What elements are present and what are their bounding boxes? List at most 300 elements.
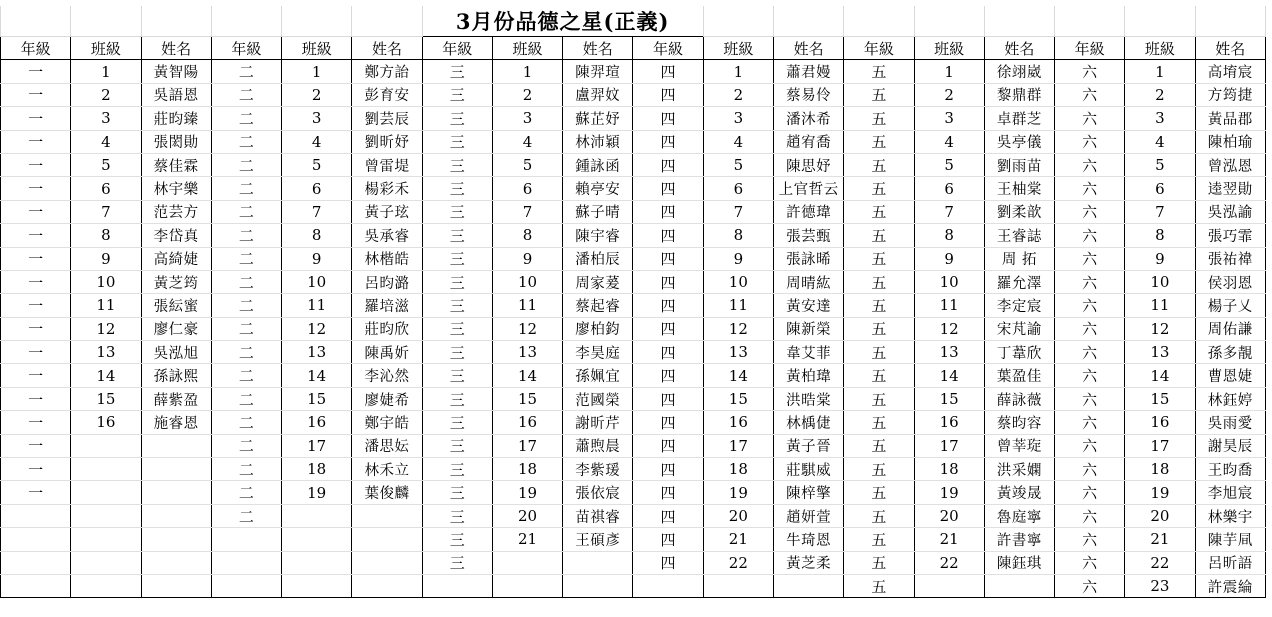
class-cell[interactable]: 9 bbox=[492, 247, 562, 270]
grade-cell[interactable]: 四 bbox=[633, 528, 703, 551]
name-cell[interactable]: 王柚棠 bbox=[984, 177, 1054, 200]
class-cell[interactable]: 12 bbox=[71, 317, 141, 340]
name-cell[interactable]: 薛詠薇 bbox=[984, 387, 1054, 410]
grade-cell[interactable]: 四 bbox=[633, 247, 703, 270]
grade-cell[interactable] bbox=[211, 574, 281, 597]
name-cell[interactable]: 張依宸 bbox=[563, 481, 633, 504]
grade-cell[interactable]: 一 bbox=[1, 458, 71, 481]
grade-cell[interactable]: 六 bbox=[1055, 294, 1125, 317]
name-cell[interactable]: 黃柏瑋 bbox=[773, 364, 843, 387]
name-cell[interactable]: 陳禹妡 bbox=[352, 341, 422, 364]
class-cell[interactable]: 12 bbox=[914, 317, 984, 340]
grade-cell[interactable]: 四 bbox=[633, 83, 703, 106]
empty-cell[interactable] bbox=[844, 6, 914, 37]
grade-cell[interactable] bbox=[422, 574, 492, 597]
name-cell[interactable]: 李昊庭 bbox=[563, 341, 633, 364]
class-cell[interactable]: 6 bbox=[282, 177, 352, 200]
name-cell[interactable]: 孫姵宜 bbox=[563, 364, 633, 387]
name-cell[interactable] bbox=[141, 504, 211, 527]
empty-cell[interactable] bbox=[211, 6, 281, 37]
grade-cell[interactable]: 五 bbox=[844, 574, 914, 597]
class-cell[interactable]: 7 bbox=[492, 200, 562, 223]
grade-cell[interactable]: 一 bbox=[1, 107, 71, 130]
class-cell[interactable] bbox=[492, 574, 562, 597]
class-cell[interactable]: 22 bbox=[914, 551, 984, 574]
class-cell[interactable] bbox=[282, 528, 352, 551]
name-cell[interactable]: 劉昕妤 bbox=[352, 130, 422, 153]
name-cell[interactable]: 黃竣晟 bbox=[984, 481, 1054, 504]
name-cell[interactable]: 卓群芝 bbox=[984, 107, 1054, 130]
name-cell[interactable]: 苗祺睿 bbox=[563, 504, 633, 527]
class-cell[interactable]: 3 bbox=[282, 107, 352, 130]
class-cell[interactable]: 10 bbox=[703, 270, 773, 293]
class-cell[interactable]: 5 bbox=[71, 153, 141, 176]
class-cell[interactable]: 7 bbox=[703, 200, 773, 223]
empty-cell[interactable] bbox=[71, 6, 141, 37]
grade-cell[interactable]: 六 bbox=[1055, 504, 1125, 527]
grade-cell[interactable]: 五 bbox=[844, 200, 914, 223]
empty-cell[interactable] bbox=[1, 6, 71, 37]
name-cell[interactable]: 蕭君嫚 bbox=[773, 60, 843, 83]
name-cell[interactable] bbox=[984, 574, 1054, 597]
grade-cell[interactable]: 五 bbox=[844, 60, 914, 83]
name-cell[interactable]: 黃智陽 bbox=[141, 60, 211, 83]
class-cell[interactable] bbox=[71, 481, 141, 504]
class-cell[interactable]: 17 bbox=[914, 434, 984, 457]
name-cell[interactable]: 蔡起睿 bbox=[563, 294, 633, 317]
class-cell[interactable]: 7 bbox=[1125, 200, 1195, 223]
grade-cell[interactable]: 六 bbox=[1055, 60, 1125, 83]
name-cell[interactable]: 葉盈佳 bbox=[984, 364, 1054, 387]
grade-cell[interactable]: 五 bbox=[844, 434, 914, 457]
grade-cell[interactable]: 三 bbox=[422, 224, 492, 247]
grade-cell[interactable]: 二 bbox=[211, 504, 281, 527]
empty-cell[interactable] bbox=[1125, 6, 1195, 37]
grade-cell[interactable]: 一 bbox=[1, 341, 71, 364]
name-cell[interactable]: 吳承睿 bbox=[352, 224, 422, 247]
grade-cell[interactable]: 五 bbox=[844, 107, 914, 130]
name-cell[interactable] bbox=[352, 528, 422, 551]
class-cell[interactable]: 14 bbox=[914, 364, 984, 387]
name-cell[interactable]: 吳雨愛 bbox=[1195, 411, 1265, 434]
grade-cell[interactable]: 五 bbox=[844, 130, 914, 153]
name-cell[interactable]: 周佑謙 bbox=[1195, 317, 1265, 340]
class-cell[interactable]: 19 bbox=[282, 481, 352, 504]
class-cell[interactable]: 11 bbox=[71, 294, 141, 317]
grade-cell[interactable]: 一 bbox=[1, 130, 71, 153]
name-cell[interactable]: 曹恩婕 bbox=[1195, 364, 1265, 387]
grade-cell[interactable]: 二 bbox=[211, 317, 281, 340]
class-cell[interactable]: 2 bbox=[282, 83, 352, 106]
grade-cell[interactable] bbox=[1, 551, 71, 574]
grade-cell[interactable]: 四 bbox=[633, 130, 703, 153]
class-cell[interactable]: 1 bbox=[703, 60, 773, 83]
class-cell[interactable] bbox=[71, 574, 141, 597]
grade-cell[interactable]: 五 bbox=[844, 364, 914, 387]
class-cell[interactable]: 15 bbox=[1125, 387, 1195, 410]
class-cell[interactable]: 3 bbox=[1125, 107, 1195, 130]
name-cell[interactable]: 楊彩禾 bbox=[352, 177, 422, 200]
class-cell[interactable]: 20 bbox=[703, 504, 773, 527]
name-cell[interactable]: 周晴紘 bbox=[773, 270, 843, 293]
class-cell[interactable]: 4 bbox=[282, 130, 352, 153]
grade-cell[interactable]: 一 bbox=[1, 60, 71, 83]
grade-cell[interactable]: 六 bbox=[1055, 317, 1125, 340]
grade-cell[interactable]: 二 bbox=[211, 481, 281, 504]
class-cell[interactable]: 12 bbox=[1125, 317, 1195, 340]
grade-cell[interactable]: 六 bbox=[1055, 551, 1125, 574]
name-cell[interactable]: 李沁然 bbox=[352, 364, 422, 387]
empty-cell[interactable] bbox=[352, 6, 422, 37]
grade-cell[interactable]: 四 bbox=[633, 551, 703, 574]
grade-cell[interactable]: 六 bbox=[1055, 247, 1125, 270]
name-cell[interactable]: 侯羽恩 bbox=[1195, 270, 1265, 293]
class-cell[interactable]: 8 bbox=[71, 224, 141, 247]
grade-cell[interactable]: 二 bbox=[211, 107, 281, 130]
grade-cell[interactable]: 三 bbox=[422, 387, 492, 410]
grade-cell[interactable]: 三 bbox=[422, 177, 492, 200]
class-cell[interactable]: 10 bbox=[282, 270, 352, 293]
class-cell[interactable]: 12 bbox=[492, 317, 562, 340]
grade-cell[interactable]: 一 bbox=[1, 364, 71, 387]
class-cell[interactable]: 2 bbox=[914, 83, 984, 106]
class-cell[interactable]: 12 bbox=[703, 317, 773, 340]
class-cell[interactable]: 12 bbox=[282, 317, 352, 340]
name-cell[interactable]: 謝昊辰 bbox=[1195, 434, 1265, 457]
class-cell[interactable]: 13 bbox=[492, 341, 562, 364]
empty-cell[interactable] bbox=[984, 6, 1054, 37]
name-cell[interactable]: 許書寧 bbox=[984, 528, 1054, 551]
class-cell[interactable]: 2 bbox=[492, 83, 562, 106]
grade-cell[interactable]: 三 bbox=[422, 130, 492, 153]
class-cell[interactable]: 9 bbox=[71, 247, 141, 270]
empty-cell[interactable] bbox=[141, 6, 211, 37]
class-cell[interactable]: 1 bbox=[282, 60, 352, 83]
class-cell[interactable]: 21 bbox=[492, 528, 562, 551]
grade-cell[interactable]: 一 bbox=[1, 411, 71, 434]
name-cell[interactable]: 潘沐希 bbox=[773, 107, 843, 130]
grade-cell[interactable]: 二 bbox=[211, 411, 281, 434]
name-cell[interactable]: 鍾詠函 bbox=[563, 153, 633, 176]
class-cell[interactable]: 15 bbox=[492, 387, 562, 410]
name-cell[interactable]: 陳新榮 bbox=[773, 317, 843, 340]
name-cell[interactable]: 薛紫盈 bbox=[141, 387, 211, 410]
grade-cell[interactable]: 六 bbox=[1055, 434, 1125, 457]
name-cell[interactable]: 洪晧棠 bbox=[773, 387, 843, 410]
class-cell[interactable]: 11 bbox=[492, 294, 562, 317]
grade-cell[interactable]: 四 bbox=[633, 270, 703, 293]
class-cell[interactable]: 20 bbox=[1125, 504, 1195, 527]
class-cell[interactable] bbox=[703, 574, 773, 597]
name-cell[interactable]: 曾雷堤 bbox=[352, 153, 422, 176]
class-cell[interactable]: 22 bbox=[703, 551, 773, 574]
name-cell[interactable]: 許德瑋 bbox=[773, 200, 843, 223]
grade-cell[interactable]: 一 bbox=[1, 177, 71, 200]
class-cell[interactable]: 16 bbox=[703, 411, 773, 434]
class-cell[interactable]: 15 bbox=[282, 387, 352, 410]
name-cell[interactable]: 林樂宇 bbox=[1195, 504, 1265, 527]
grade-cell[interactable]: 四 bbox=[633, 411, 703, 434]
class-cell[interactable] bbox=[71, 528, 141, 551]
name-cell[interactable] bbox=[141, 551, 211, 574]
empty-cell[interactable] bbox=[282, 6, 352, 37]
name-cell[interactable]: 林鈺婷 bbox=[1195, 387, 1265, 410]
name-cell[interactable]: 黎鼎群 bbox=[984, 83, 1054, 106]
grade-cell[interactable]: 六 bbox=[1055, 411, 1125, 434]
grade-cell[interactable]: 四 bbox=[633, 504, 703, 527]
grade-cell[interactable]: 五 bbox=[844, 177, 914, 200]
class-cell[interactable] bbox=[71, 458, 141, 481]
name-cell[interactable]: 吳泓諭 bbox=[1195, 200, 1265, 223]
grade-cell[interactable]: 三 bbox=[422, 83, 492, 106]
name-cell[interactable]: 洪采嫻 bbox=[984, 458, 1054, 481]
class-cell[interactable]: 4 bbox=[914, 130, 984, 153]
name-cell[interactable]: 陳思妤 bbox=[773, 153, 843, 176]
grade-cell[interactable]: 二 bbox=[211, 130, 281, 153]
grade-cell[interactable]: 六 bbox=[1055, 528, 1125, 551]
class-cell[interactable] bbox=[282, 504, 352, 527]
class-cell[interactable]: 14 bbox=[703, 364, 773, 387]
name-cell[interactable]: 楊子乂 bbox=[1195, 294, 1265, 317]
grade-cell[interactable]: 四 bbox=[633, 364, 703, 387]
name-cell[interactable]: 盧羿妏 bbox=[563, 83, 633, 106]
grade-cell[interactable]: 三 bbox=[422, 107, 492, 130]
class-cell[interactable]: 13 bbox=[1125, 341, 1195, 364]
grade-cell[interactable]: 二 bbox=[211, 247, 281, 270]
class-cell[interactable]: 14 bbox=[71, 364, 141, 387]
grade-cell[interactable]: 四 bbox=[633, 294, 703, 317]
class-cell[interactable]: 17 bbox=[703, 434, 773, 457]
grade-cell[interactable]: 五 bbox=[844, 83, 914, 106]
class-cell[interactable]: 3 bbox=[71, 107, 141, 130]
grade-cell[interactable]: 五 bbox=[844, 387, 914, 410]
class-cell[interactable] bbox=[71, 551, 141, 574]
class-cell[interactable]: 7 bbox=[914, 200, 984, 223]
class-cell[interactable]: 1 bbox=[914, 60, 984, 83]
grade-cell[interactable]: 五 bbox=[844, 294, 914, 317]
grade-cell[interactable]: 三 bbox=[422, 528, 492, 551]
class-cell[interactable]: 6 bbox=[1125, 177, 1195, 200]
class-cell[interactable]: 18 bbox=[703, 458, 773, 481]
name-cell[interactable]: 林楀倢 bbox=[773, 411, 843, 434]
class-cell[interactable]: 3 bbox=[492, 107, 562, 130]
name-cell[interactable] bbox=[141, 528, 211, 551]
name-cell[interactable]: 李紫瑗 bbox=[563, 458, 633, 481]
name-cell[interactable]: 羅培滋 bbox=[352, 294, 422, 317]
name-cell[interactable]: 莊昀臻 bbox=[141, 107, 211, 130]
grade-cell[interactable]: 二 bbox=[211, 341, 281, 364]
grade-cell[interactable]: 四 bbox=[633, 434, 703, 457]
grade-cell[interactable]: 三 bbox=[422, 364, 492, 387]
name-cell[interactable]: 黃安達 bbox=[773, 294, 843, 317]
grade-cell[interactable]: 五 bbox=[844, 504, 914, 527]
class-cell[interactable] bbox=[492, 551, 562, 574]
class-cell[interactable]: 21 bbox=[703, 528, 773, 551]
name-cell[interactable]: 黃芝筠 bbox=[141, 270, 211, 293]
grade-cell[interactable]: 六 bbox=[1055, 153, 1125, 176]
name-cell[interactable]: 曾泓恩 bbox=[1195, 153, 1265, 176]
name-cell[interactable]: 蔡佳霖 bbox=[141, 153, 211, 176]
name-cell[interactable]: 陳柏瑜 bbox=[1195, 130, 1265, 153]
grade-cell[interactable]: 一 bbox=[1, 200, 71, 223]
class-cell[interactable]: 13 bbox=[71, 341, 141, 364]
class-cell[interactable]: 18 bbox=[914, 458, 984, 481]
grade-cell[interactable]: 二 bbox=[211, 224, 281, 247]
class-cell[interactable]: 8 bbox=[492, 224, 562, 247]
grade-cell[interactable]: 五 bbox=[844, 481, 914, 504]
name-cell[interactable]: 宋芃諭 bbox=[984, 317, 1054, 340]
class-cell[interactable]: 5 bbox=[492, 153, 562, 176]
name-cell[interactable]: 廖柏鈞 bbox=[563, 317, 633, 340]
grade-cell[interactable]: 一 bbox=[1, 317, 71, 340]
class-cell[interactable]: 4 bbox=[1125, 130, 1195, 153]
grade-cell[interactable]: 四 bbox=[633, 60, 703, 83]
name-cell[interactable]: 陳鈺琪 bbox=[984, 551, 1054, 574]
class-cell[interactable]: 4 bbox=[492, 130, 562, 153]
grade-cell[interactable]: 四 bbox=[633, 481, 703, 504]
name-cell[interactable]: 孫詠熙 bbox=[141, 364, 211, 387]
class-cell[interactable]: 3 bbox=[703, 107, 773, 130]
grade-cell[interactable]: 一 bbox=[1, 387, 71, 410]
grade-cell[interactable]: 三 bbox=[422, 434, 492, 457]
grade-cell[interactable]: 六 bbox=[1055, 481, 1125, 504]
class-cell[interactable]: 2 bbox=[1125, 83, 1195, 106]
name-cell[interactable]: 許震綸 bbox=[1195, 574, 1265, 597]
grade-cell[interactable]: 三 bbox=[422, 60, 492, 83]
name-cell[interactable] bbox=[773, 574, 843, 597]
class-cell[interactable]: 20 bbox=[492, 504, 562, 527]
class-cell[interactable]: 16 bbox=[1125, 411, 1195, 434]
name-cell[interactable]: 張芸甄 bbox=[773, 224, 843, 247]
name-cell[interactable]: 丁葦欣 bbox=[984, 341, 1054, 364]
name-cell[interactable]: 蘇芷妤 bbox=[563, 107, 633, 130]
grade-cell[interactable]: 四 bbox=[633, 458, 703, 481]
name-cell[interactable]: 逵翌勛 bbox=[1195, 177, 1265, 200]
grade-cell[interactable]: 五 bbox=[844, 224, 914, 247]
name-cell[interactable]: 范芸方 bbox=[141, 200, 211, 223]
name-cell[interactable] bbox=[352, 504, 422, 527]
grade-cell[interactable]: 五 bbox=[844, 247, 914, 270]
grade-cell[interactable]: 四 bbox=[633, 200, 703, 223]
grade-cell[interactable]: 二 bbox=[211, 434, 281, 457]
class-cell[interactable]: 1 bbox=[71, 60, 141, 83]
class-cell[interactable]: 19 bbox=[914, 481, 984, 504]
class-cell[interactable]: 16 bbox=[914, 411, 984, 434]
grade-cell[interactable]: 五 bbox=[844, 411, 914, 434]
name-cell[interactable]: 王昀喬 bbox=[1195, 458, 1265, 481]
grade-cell[interactable]: 三 bbox=[422, 294, 492, 317]
class-cell[interactable]: 3 bbox=[914, 107, 984, 130]
grade-cell[interactable]: 四 bbox=[633, 341, 703, 364]
grade-cell[interactable] bbox=[633, 574, 703, 597]
class-cell[interactable]: 10 bbox=[914, 270, 984, 293]
name-cell[interactable]: 莊騏威 bbox=[773, 458, 843, 481]
grade-cell[interactable]: 五 bbox=[844, 341, 914, 364]
class-cell[interactable]: 18 bbox=[1125, 458, 1195, 481]
grade-cell[interactable]: 三 bbox=[422, 247, 492, 270]
grade-cell[interactable]: 三 bbox=[422, 411, 492, 434]
class-cell[interactable]: 9 bbox=[282, 247, 352, 270]
name-cell[interactable]: 潘思妘 bbox=[352, 434, 422, 457]
grade-cell[interactable]: 五 bbox=[844, 153, 914, 176]
grade-cell[interactable]: 三 bbox=[422, 458, 492, 481]
class-cell[interactable]: 11 bbox=[282, 294, 352, 317]
empty-cell[interactable] bbox=[773, 6, 843, 37]
name-cell[interactable]: 牛琦恩 bbox=[773, 528, 843, 551]
name-cell[interactable]: 蕭煦晨 bbox=[563, 434, 633, 457]
name-cell[interactable]: 王碩彥 bbox=[563, 528, 633, 551]
grade-cell[interactable]: 一 bbox=[1, 153, 71, 176]
class-cell[interactable]: 14 bbox=[1125, 364, 1195, 387]
empty-cell[interactable] bbox=[1055, 6, 1125, 37]
name-cell[interactable]: 高綺婕 bbox=[141, 247, 211, 270]
name-cell[interactable]: 徐翊崴 bbox=[984, 60, 1054, 83]
name-cell[interactable] bbox=[141, 434, 211, 457]
class-cell[interactable]: 13 bbox=[282, 341, 352, 364]
grade-cell[interactable]: 四 bbox=[633, 177, 703, 200]
grade-cell[interactable]: 四 bbox=[633, 153, 703, 176]
grade-cell[interactable] bbox=[1, 528, 71, 551]
name-cell[interactable]: 羅允澤 bbox=[984, 270, 1054, 293]
grade-cell[interactable]: 二 bbox=[211, 200, 281, 223]
class-cell[interactable]: 19 bbox=[492, 481, 562, 504]
grade-cell[interactable]: 四 bbox=[633, 107, 703, 130]
grade-cell[interactable]: 二 bbox=[211, 364, 281, 387]
name-cell[interactable]: 林禾立 bbox=[352, 458, 422, 481]
name-cell[interactable]: 林宇樂 bbox=[141, 177, 211, 200]
name-cell[interactable]: 陳羿瑄 bbox=[563, 60, 633, 83]
name-cell[interactable]: 張祐禕 bbox=[1195, 247, 1265, 270]
class-cell[interactable]: 9 bbox=[914, 247, 984, 270]
name-cell[interactable]: 鄭方詒 bbox=[352, 60, 422, 83]
grade-cell[interactable]: 六 bbox=[1055, 200, 1125, 223]
name-cell[interactable]: 陳芋凬 bbox=[1195, 528, 1265, 551]
grade-cell[interactable]: 六 bbox=[1055, 130, 1125, 153]
grade-cell[interactable]: 五 bbox=[844, 528, 914, 551]
grade-cell[interactable]: 一 bbox=[1, 294, 71, 317]
grade-cell[interactable]: 三 bbox=[422, 341, 492, 364]
class-cell[interactable]: 7 bbox=[282, 200, 352, 223]
grade-cell[interactable]: 一 bbox=[1, 434, 71, 457]
grade-cell[interactable]: 一 bbox=[1, 83, 71, 106]
grade-cell[interactable]: 二 bbox=[211, 60, 281, 83]
class-cell[interactable]: 18 bbox=[492, 458, 562, 481]
grade-cell[interactable]: 六 bbox=[1055, 107, 1125, 130]
grade-cell[interactable]: 六 bbox=[1055, 270, 1125, 293]
class-cell[interactable]: 16 bbox=[492, 411, 562, 434]
class-cell[interactable] bbox=[71, 434, 141, 457]
name-cell[interactable] bbox=[563, 574, 633, 597]
class-cell[interactable]: 17 bbox=[492, 434, 562, 457]
name-cell[interactable]: 呂昕語 bbox=[1195, 551, 1265, 574]
grade-cell[interactable]: 二 bbox=[211, 387, 281, 410]
name-cell[interactable] bbox=[352, 551, 422, 574]
name-cell[interactable]: 吳亭儀 bbox=[984, 130, 1054, 153]
class-cell[interactable]: 10 bbox=[71, 270, 141, 293]
grade-cell[interactable]: 三 bbox=[422, 317, 492, 340]
class-cell[interactable]: 7 bbox=[71, 200, 141, 223]
class-cell[interactable]: 13 bbox=[703, 341, 773, 364]
class-cell[interactable]: 6 bbox=[703, 177, 773, 200]
class-cell[interactable]: 15 bbox=[914, 387, 984, 410]
grade-cell[interactable]: 二 bbox=[211, 458, 281, 481]
class-cell[interactable]: 22 bbox=[1125, 551, 1195, 574]
class-cell[interactable]: 16 bbox=[71, 411, 141, 434]
class-cell[interactable]: 2 bbox=[71, 83, 141, 106]
class-cell[interactable]: 17 bbox=[282, 434, 352, 457]
grade-cell[interactable] bbox=[1, 504, 71, 527]
grade-cell[interactable]: 二 bbox=[211, 270, 281, 293]
